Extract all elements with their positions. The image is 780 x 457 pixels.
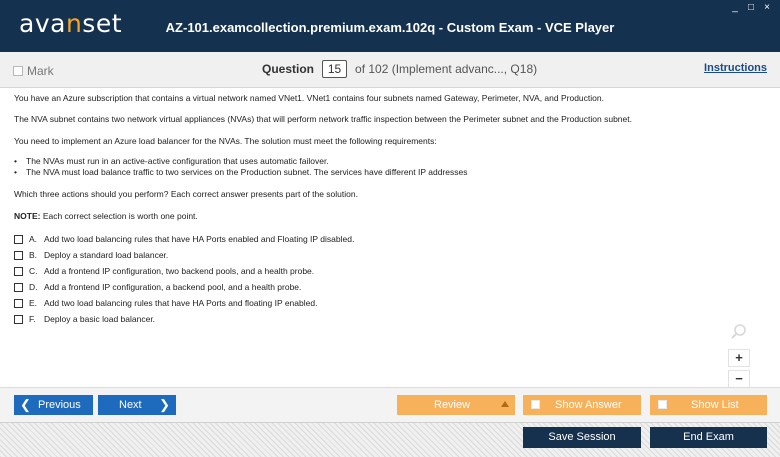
answer-option-b[interactable]: [14, 247, 354, 263]
question-note: [14, 211, 198, 221]
zoom-search-icon: [730, 323, 748, 341]
question-of-text: of 102 (Implement advanc..., Q18): [355, 62, 538, 76]
requirement-item: • The NVAs must run in an active-active configuration that uses automatic failover.: [14, 156, 467, 167]
question-number-input[interactable]: 15: [322, 60, 347, 78]
answer-list: [14, 231, 354, 327]
caret-up-icon: [501, 401, 509, 407]
close-icon[interactable]: ×: [764, 2, 770, 13]
note-text: Each correct selection is worth one point.: [40, 211, 198, 221]
minimize-icon[interactable]: _: [732, 2, 738, 13]
question-paragraph-1: You have an Azure subscription that contains a virtual network named VNet1. VNet1 contains four subnets named Gateway, Perimeter, NVA, and Production.: [14, 93, 604, 103]
show-list-checkbox[interactable]: [658, 400, 667, 409]
answer-checkbox[interactable]: [14, 315, 23, 324]
answer-letter: B.: [29, 250, 38, 260]
answer-checkbox[interactable]: [14, 283, 23, 292]
show-answer-label: Show Answer: [555, 399, 622, 411]
answer-text: Deploy a basic load balancer.: [44, 314, 156, 324]
window-controls: [730, 2, 772, 13]
mark-label: Mark: [27, 64, 54, 78]
title-bar: [0, 0, 780, 52]
answer-text: Add a frontend IP configuration, two backend pools, and a health probe.: [44, 266, 315, 276]
show-answer-checkbox[interactable]: [531, 400, 540, 409]
maximize-icon[interactable]: □: [747, 2, 755, 13]
question-label: Question: [262, 62, 315, 76]
review-label: Review: [434, 399, 471, 411]
requirements-list: [14, 156, 467, 178]
question-navigator: [262, 60, 537, 78]
previous-label: Previous: [38, 399, 81, 411]
answer-checkbox[interactable]: [14, 299, 23, 308]
question-paragraph-2: The NVA subnet contains two network virtual appliances (NVAs) that will perform network traffic inspection between the Perimeter subnet and the Production subnet.: [14, 114, 632, 124]
answer-letter: F.: [29, 314, 36, 324]
end-exam-button[interactable]: End Exam: [650, 427, 767, 448]
logo-accent: n: [65, 9, 83, 38]
mark-checkbox-box[interactable]: [13, 66, 23, 76]
logo-prefix: ava: [19, 9, 66, 38]
zoom-out-button[interactable]: −: [728, 370, 750, 388]
footer-bar: [0, 422, 780, 457]
answer-text: Deploy a standard load balancer.: [44, 250, 169, 260]
question-bar: [0, 52, 780, 88]
save-session-button[interactable]: Save Session: [523, 427, 641, 448]
answer-text: Add two load balancing rules that have HA Ports and floating IP enabled.: [44, 298, 318, 308]
question-paragraph-3: You need to implement an Azure load balancer for the NVAs. The solution must meet the following requirements:: [14, 136, 437, 146]
show-list-button[interactable]: [650, 395, 767, 415]
instructions-link[interactable]: Instructions: [704, 62, 767, 74]
show-answer-button[interactable]: [523, 395, 641, 415]
window-title: AZ-101.examcollection.premium.exam.102q - Custom Exam - VCE Player: [165, 20, 615, 35]
answer-checkbox[interactable]: [14, 267, 23, 276]
show-list-label: Show List: [691, 399, 739, 411]
answer-text: Add a frontend IP configuration, a backend pool, and a health probe.: [44, 282, 302, 292]
answer-option-c[interactable]: [14, 263, 354, 279]
next-label: Next: [119, 399, 142, 411]
answer-letter: D.: [29, 282, 38, 292]
requirement-item: • The NVA must load balance traffic to two services on the Production subnet. The services have different IP addresses: [14, 167, 467, 178]
zoom-controls: [728, 323, 750, 388]
answer-checkbox[interactable]: [14, 235, 23, 244]
logo-suffix: set: [82, 9, 123, 38]
zoom-in-button[interactable]: +: [728, 349, 750, 367]
chevron-right-icon: ❯: [159, 397, 170, 412]
answer-option-d[interactable]: [14, 279, 354, 295]
mark-checkbox[interactable]: [13, 64, 54, 78]
answer-option-e[interactable]: [14, 295, 354, 311]
next-button[interactable]: [98, 395, 176, 415]
previous-button[interactable]: [14, 395, 93, 415]
chevron-left-icon: ❮: [20, 397, 31, 412]
note-label: NOTE:: [14, 211, 41, 221]
answer-text: Add two load balancing rules that have HA Ports enabled and Floating IP disabled.: [44, 234, 355, 244]
answer-letter: E.: [29, 298, 38, 308]
answer-checkbox[interactable]: [14, 251, 23, 260]
answer-option-f[interactable]: [14, 311, 354, 327]
answer-letter: A.: [29, 234, 38, 244]
answer-letter: C.: [29, 266, 38, 276]
review-button[interactable]: [397, 395, 515, 415]
question-paragraph-4: Which three actions should you perform? Each correct answer presents part of the solution.: [14, 189, 358, 199]
answer-option-a[interactable]: [14, 231, 354, 247]
navigation-bar: [0, 387, 780, 422]
